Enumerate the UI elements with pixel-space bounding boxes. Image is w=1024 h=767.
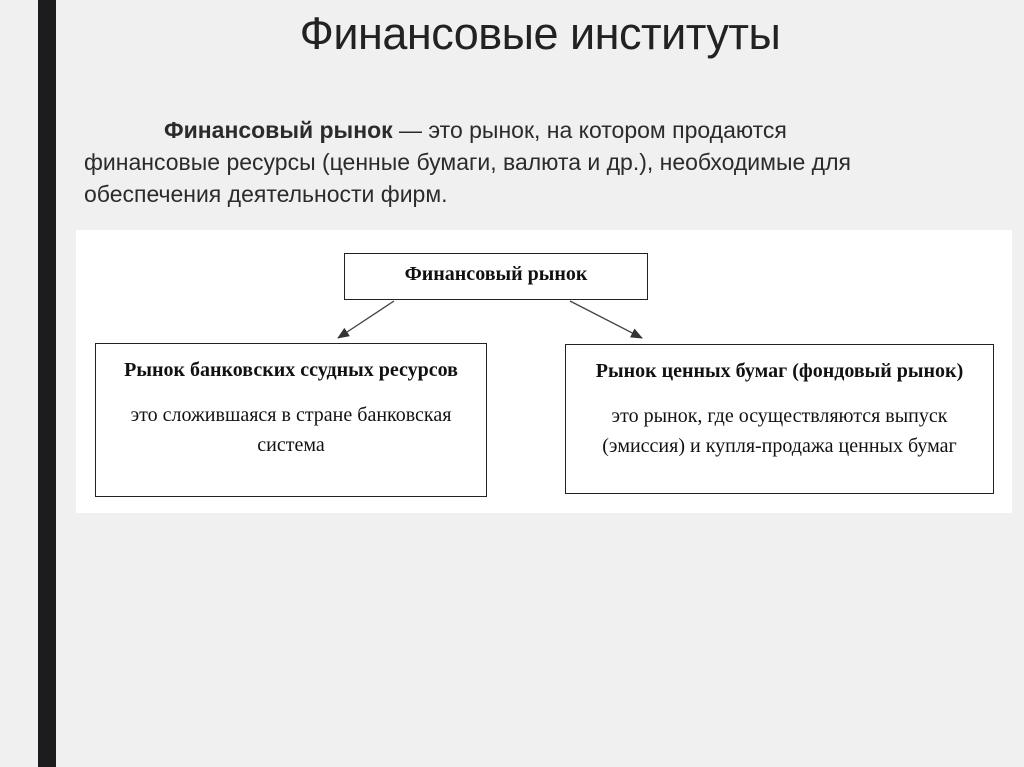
node-securities-market-title: Рынок ценных бумаг (фондовый рынок): [595, 360, 964, 382]
node-securities-market: [565, 344, 994, 494]
definition-line-1-rest: — это рынок, на котором продаются: [392, 117, 787, 143]
node-securities-market-description: это рынок, где осуществляются выпуск (эмиссия) и купля-продажа ценных бумаг: [602, 405, 957, 457]
arrow-to-right-box: [570, 301, 642, 338]
left-accent-bar: [38, 0, 56, 767]
definition-line-2: финансовые ресурсы (ценные бумаги, валюта и др.), необходимые для: [84, 149, 851, 175]
node-bank-loan-market-description: это сложившаяся в стране банковская система: [130, 404, 452, 456]
definition-line-3: обеспечения деятельности фирм.: [84, 181, 448, 207]
root-node-label: Финансовый рынок: [404, 263, 588, 285]
node-bank-loan-market: [95, 343, 487, 497]
arrow-to-left-box: [338, 301, 394, 338]
node-bank-loan-market-title: Рынок банковских ссудных ресурсов: [124, 359, 458, 381]
root-node-financial-market: [344, 253, 648, 300]
definition-term: Финансовый рынок: [164, 117, 393, 143]
slide-title: Финансовые институты: [299, 8, 781, 59]
diagram-panel: [76, 230, 1012, 513]
definition-paragraph: [84, 114, 984, 210]
definition-line-1: [84, 114, 984, 146]
